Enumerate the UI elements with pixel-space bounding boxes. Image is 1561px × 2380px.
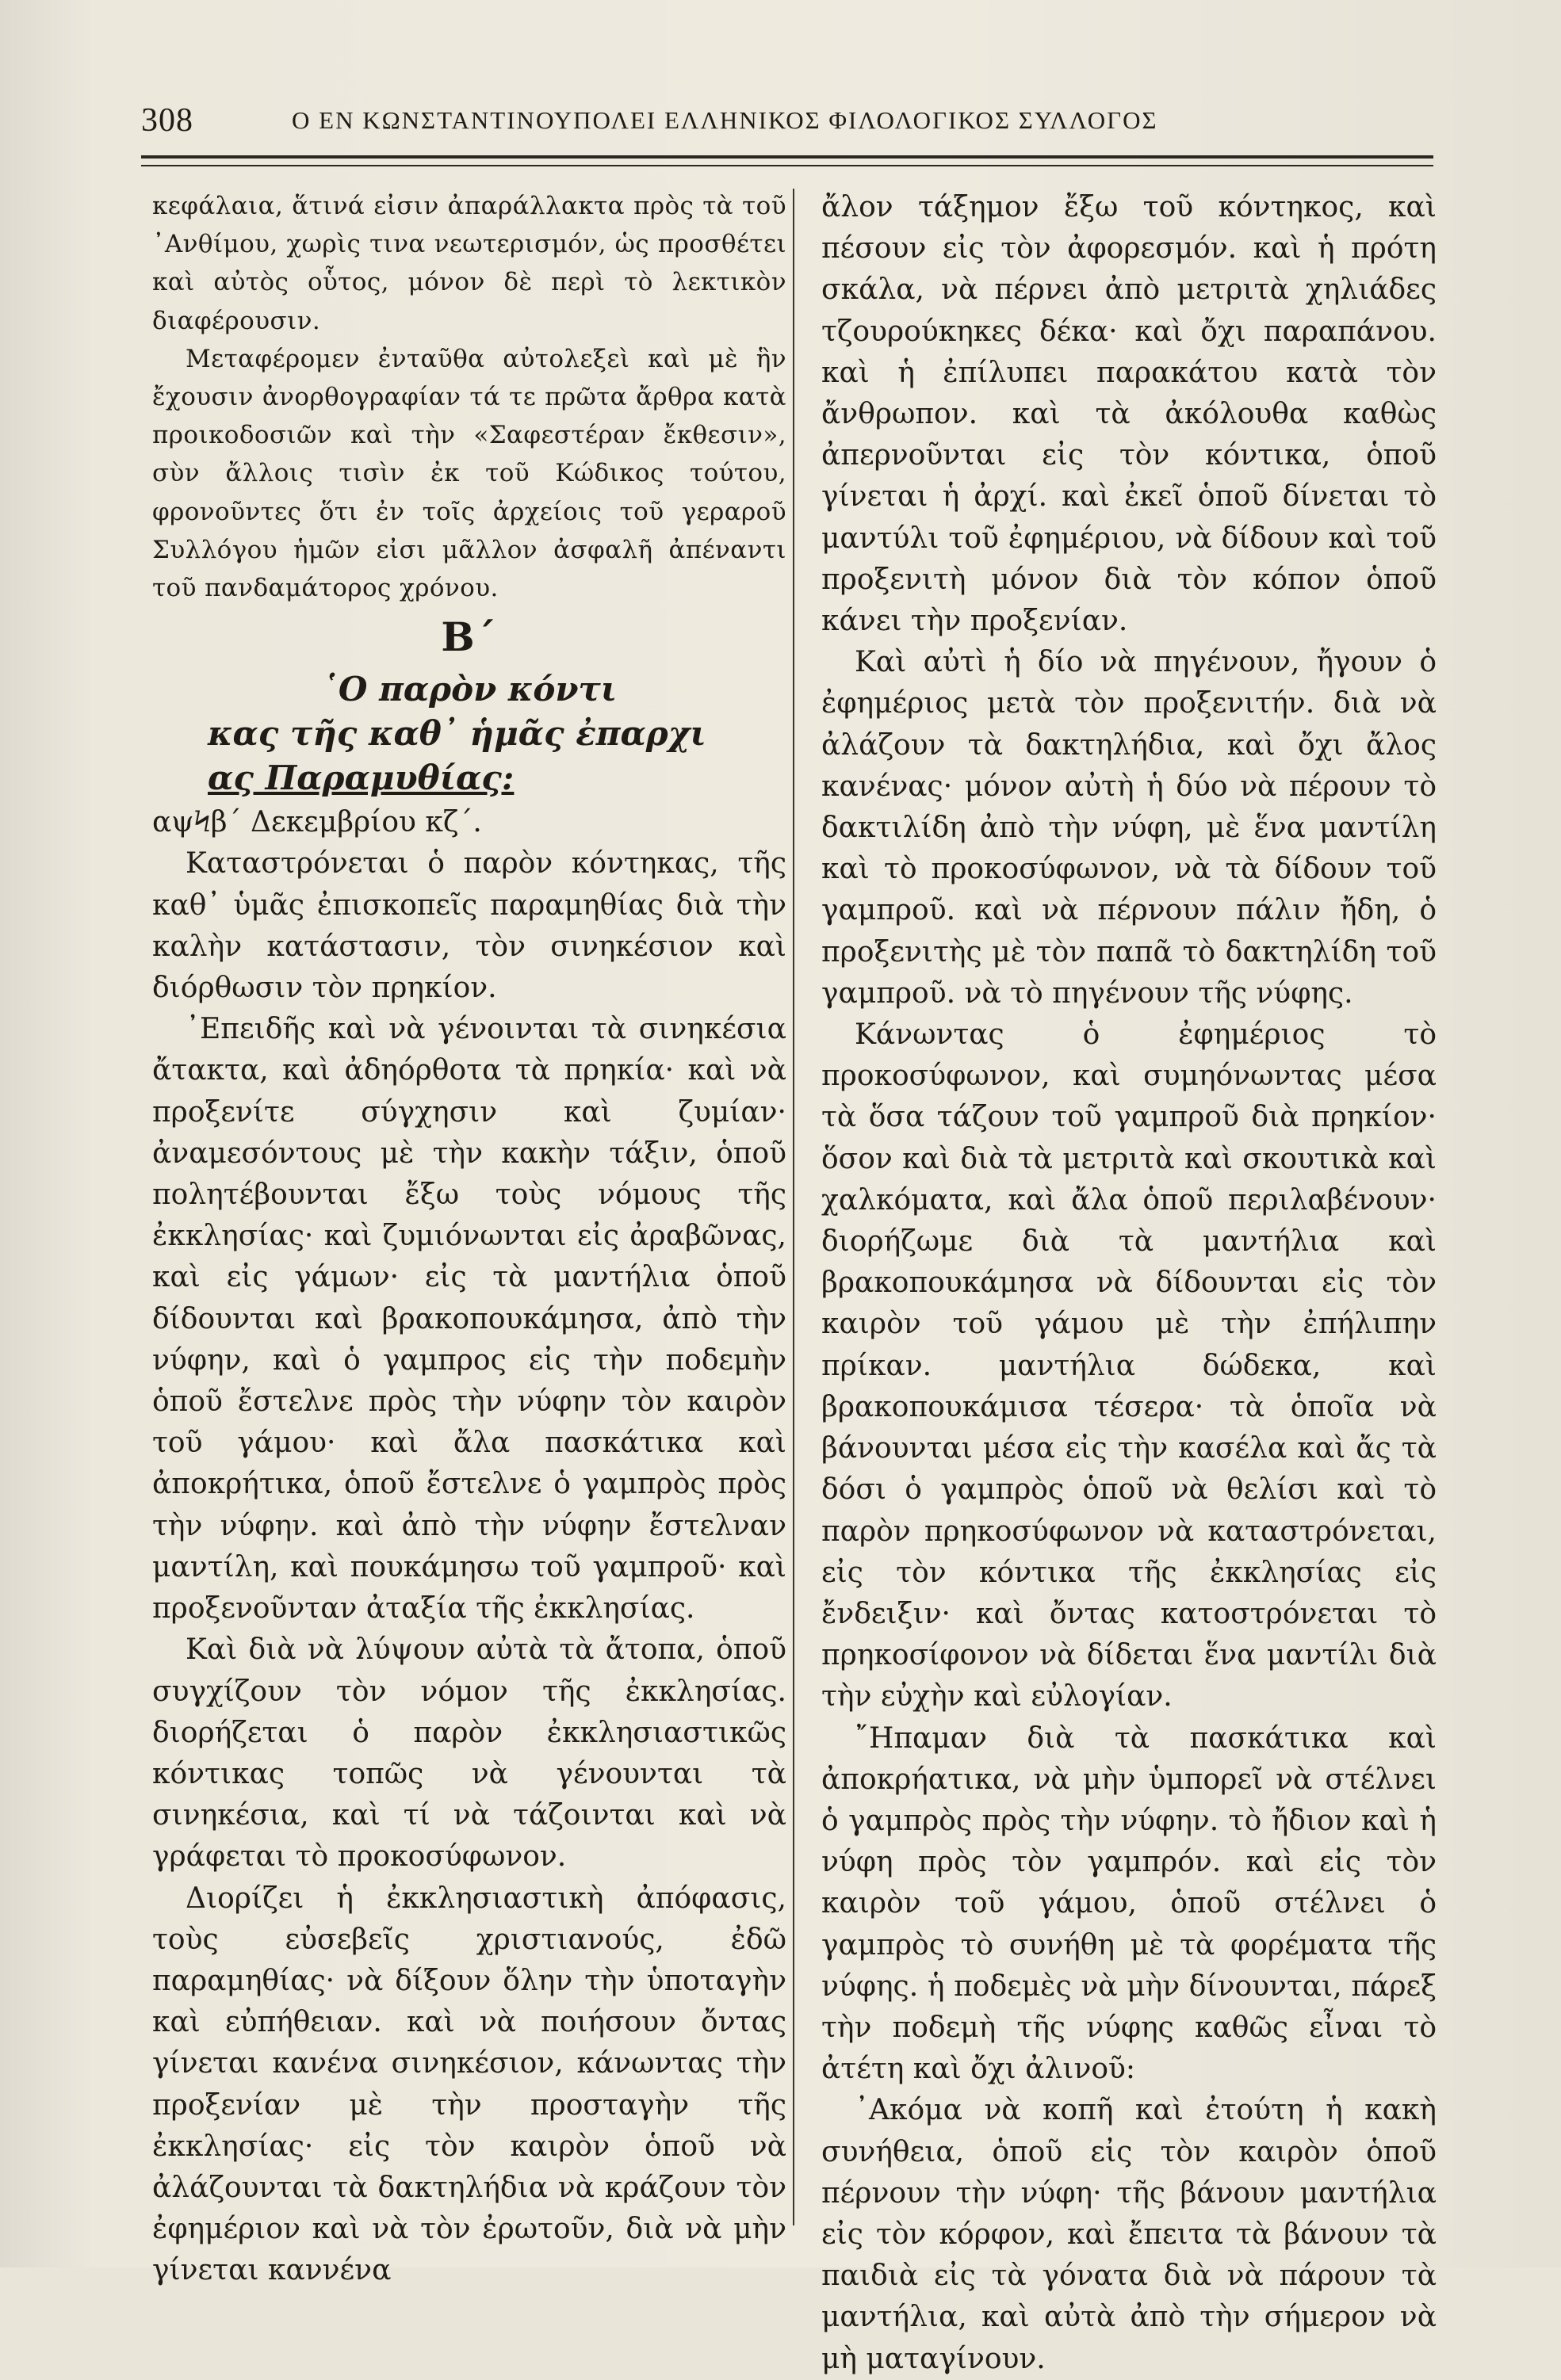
body-paragraph: Καὶ αὐτὶ ἡ δίο νὰ πηγένουν, ἤγουν ὁ ἐφημέριος μετὰ τὸν προξενιτήν. διὰ νὰ ἀλάζουν τὰ δακτηλήδια, καὶ ὄχι ἄλος κανένας· μόνον αὐτὴ ἡ δύο νὰ πέρουν τὸ δακτιλίδη ἀπὸ τὴν νύφη, μὲ ἕνα μαντίλη καὶ τὸ προκοσύφωνον, νὰ τὰ δίδουν τοῦ γαμπροῦ. καὶ νὰ πέρνουν πάλιν ἤδη, ὁ προξενιτὴς μὲ τὸν παπᾶ τὸ δακτηλίδη τοῦ γαμπροῦ. νὰ τὸ πηγένουν τῆς νύφης.	[821, 646, 1437, 1010]
dateline: αψϞβ΄ Δεκεμβρίου κζ΄.	[152, 806, 482, 839]
intro-block	[152, 187, 786, 607]
intro-paragraph: κεφάλαια, ἅτινά εἰσιν ἀπαράλλακτα πρὸς τὰ τοῦ ᾿Ανθίμου, χωρὶς τινα νεωτερισμόν, ὡς προσθέτει καὶ αὐτὸς οὗτος, μόνον δὲ περὶ τὸ λεκτικὸν διαφέρουσιν.	[152, 192, 786, 335]
page-header	[141, 101, 1433, 146]
header-rule-thick	[141, 155, 1433, 159]
body-paragraph: ἄλον τάξημον ἔξω τοῦ κόντηκος, καὶ πέσουν εἰς τὸν ἀφορεσμόν. καὶ ἡ πρότη σκάλα, νὰ πέρνει ἀπὸ μετριτὰ χηλιάδες τζουρούκηκες δέκα· καὶ ὄχι παραπάνου. καὶ ἡ ἐπίλυπει παρακάτου κατὰ τὸν ἄνθρωπον. καὶ τὰ ἀκόλουθα καθὼς ἀπερνοῦνται εἰς τὸν κόντικα, ὁποῦ γίνεται ἡ ἀρχί. καὶ ἐκεῖ ὁποῦ δίνεται τὸ μαντύλι τοῦ ἐφημέριου, νὰ δίδουν καὶ τοῦ προξενιτὴ μόνον διὰ τὸν κόπον ὁποῦ κάνει τὴν προξενίαν.	[821, 191, 1437, 638]
right-column	[821, 187, 1437, 2380]
body-paragraph: Διορίζει ἡ ἐκκλησιαστικὴ ἀπόφασις, τοὺς εὐσεβεῖς χριστιανούς, ἐδῶ παραμηθίας· νὰ δίξουν ὅλην τὴν ὑποταγὴν καὶ εὐπήθειαν. καὶ νὰ ποιήσουν ὄντας γίνεται κανένα σινηκέσιον, κάνωντας τὴν προξενίαν μὲ τὴν προσταγὴν τῆς ἐκκλησίας· εἰς τὸν καιρὸν ὁποῦ νὰ ἀλάζουνται τὰ δακτηλήδια νὰ κράζουν τὸν ἐφημέριον καὶ νὰ τὸν ἐρωτοῦν, διὰ νὰ μὴν γίνεται καννένα	[152, 1881, 786, 2287]
body-paragraph: Κάνωντας ὁ ἐφημέριος τὸ προκοσύφωνον, καὶ συμηόνωντας μέσα τὰ ὅσα τάζουν τοῦ γαμπροῦ διὰ πρηκίον· ὅσον καὶ διὰ τὰ μετριτὰ καὶ σκουτικὰ καὶ χαλκόματα, καὶ ἄλα ὁποῦ περιλαβένουν· διορήζωμε διὰ τὰ μαντήλια καὶ βρακοπουκάμησα νὰ δίδουνται εἰς τὸν καιρὸν τοῦ γάμου μὲ τὴν ἐπήλιπην πρίκαν. μαντήλια δώδεκα, καὶ βρακοπουκάμισα τέσερα· τὰ ὁποῖα νὰ βάνουνται μέσα εἰς τὴν κασέλα καὶ ἄς τὰ δόσι ὁ γαμπρὸς ὁποῦ νὰ θελίσι καὶ τὸ παρὸν πρηκοσύφωνον νὰ καταστρόνεται, εἰς τὸν κόντικα τῆς ἐκκλησίας εἰς ἔνδειξιν· καὶ ὄντας κατοστρόνεται τὸ πρηκοσίφονον νὰ δίδεται ἕνα μαντίλι διὰ τὴν εὐχὴν καὶ εὐλογίαν.	[821, 1018, 1437, 1713]
body-paragraph: ᾽Ακόμα νὰ κοπῆ καὶ ἐτούτη ἡ κακὴ συνήθεια, ὁποῦ εἰς τὸν καιρὸν ὁποῦ πέρνουν τὴν νύφη· τῆς βάνουν μαντήλια εἰς τὸν κόρφον, καὶ ἔπειτα τὰ βάνουν τὰ παιδιὰ εἰς τὰ γόνατα διὰ νὰ πάρουν τὰ μαντήλια, καὶ αὐτὰ ἀπὸ τὴν σήμερον νὰ μὴ ματαγίνουν.	[821, 2094, 1437, 2375]
column-divider	[793, 189, 794, 2225]
body-paragraph: ᾽Επειδῆς καὶ νὰ γένοινται τὰ σινηκέσια ἄτακτα, καὶ ἀδηόρθοτα τὰ πρηκία· καὶ νὰ προξενίτε σύγχησιν καὶ ζυμίαν· ἀναμεσόντους μὲ τὴν κακὴν τάξιν, ὁποῦ πολητέβουνται ἔξω τοὺς νόμους τῆς ἐκκλησίας· καὶ ζυμιόνωνται εἰς ἀραβῶνας, καὶ εἰς γάμων· εἰς τὰ μαντήλια ὁποῦ δίδουνται καὶ βρακοπουκάμησα, ἀπὸ τὴν νύφην, καὶ ὁ γαμπρος εἰς τὴν ποδεμὴν ὁποῦ ἔστελνε πρὸς τὴν νύφην τὸν καιρὸν τοῦ γάμου· καὶ ἄλα πασκάτικα καὶ ἀποκρήτικα, ὁποῦ ἔστελνε ὁ γαμπρὸς πρὸς τὴν νύφην. καὶ ἀπὸ τὴν νύφην ἔστελναν μαντίλη, καὶ πουκάμησω τοῦ γαμπροῦ· καὶ προξενοῦνταν ἀταξία τῆς ἐκκλησίας.	[152, 1013, 786, 1626]
body-paragraph: Καὶ διὰ νὰ λύψουν αὐτὰ τὰ ἄτοπα, ὁποῦ συγχίζουν τὸν νόμον τῆς ἐκκλησίας. διορήζεται ὁ παρὸν ἐκκλησιαστικῶς κόντικας τοπῶς νὰ γένουνται τὰ σινηκέσια, καὶ τί νὰ τάζοινται καὶ νὰ γράφεται τὸ προκοσύφωνον.	[152, 1633, 786, 1874]
body-paragraph: ῎Ηπαμαν διὰ τὰ πασκάτικα καὶ ἀποκρήατικα, νὰ μὴν ὑμπορεῖ νὰ στέλνει ὁ γαμπρὸς πρὸς τὴν νύφην. τὸ ἤδιον καὶ ἡ νύφη πρὸς τὸν γαμπρόν. καὶ εἰς τὸν καιρὸν τοῦ γάμου, ὁποῦ στέλνει ὁ γαμπρὸς τὸ συνήθη μὲ τὰ φορέματα τῆς νύφης. ἡ ποδεμὲς νὰ μὴν δίνουνται, πάρεξ τὴν ποδεμὴ τῆς νύφης καθῶς εἶναι τὸ ἀτέτη καὶ ὄχι ἀλινοῦ:	[821, 1721, 1437, 2086]
document-title-line: ας Παραμυθίας:	[208, 758, 515, 798]
header-rule-thin	[141, 165, 1433, 166]
intro-paragraph: Μεταφέρομεν ἐνταῦθα αὐτολεξεὶ καὶ μὲ ἣν ἔχουσιν ἀνορθογραφίαν τά τε πρῶτα ἄρθρα κατὰ προικοδοσιῶν καὶ τὴν «Σαφεστέραν ἔκθεσιν», σὺν ἄλλοις τισὶν ἐκ τοῦ Κώδικος τούτου, φρονοῦντες ὅτι ἐν τοῖς ἀρχείοις τοῦ γεραροῦ Συλλόγου ἡμῶν εἰσι μᾶλλον ἀσφαλῆ ἀπέναντι τοῦ πανδαμάτορος χρόνου.	[152, 344, 786, 603]
document-title-line: ῾Ο παρὸν κόντι	[321, 670, 618, 709]
body-paragraph: Καταστρόνεται ὁ παρὸν κόντηκας, τῆς καθ᾽ ὑμᾶς ἐπισκοπεῖς παραμηθίας διὰ τὴν καλὴν κατάστασιν, τὸν σινηκέσιον καὶ διόρθωσιν τὸν πρηκίον.	[152, 847, 786, 1005]
section-letter: Β΄	[441, 613, 498, 661]
page-number: 308	[141, 102, 193, 139]
running-title: Ο ΕΝ ΚΩΝΣΤΑΝΤΙΝΟΥΠΟΛΕΙ ΕΛΛΗΝΙΚΟΣ ΦΙΛΟΛΟΓΙΚΟΣ ΣΥΛΛΟΓΟΣ	[292, 106, 1158, 134]
document-title-line: κας τῆς καθ᾽ ἡμᾶς ἐπαρχι	[208, 714, 706, 754]
left-column	[152, 187, 786, 2292]
